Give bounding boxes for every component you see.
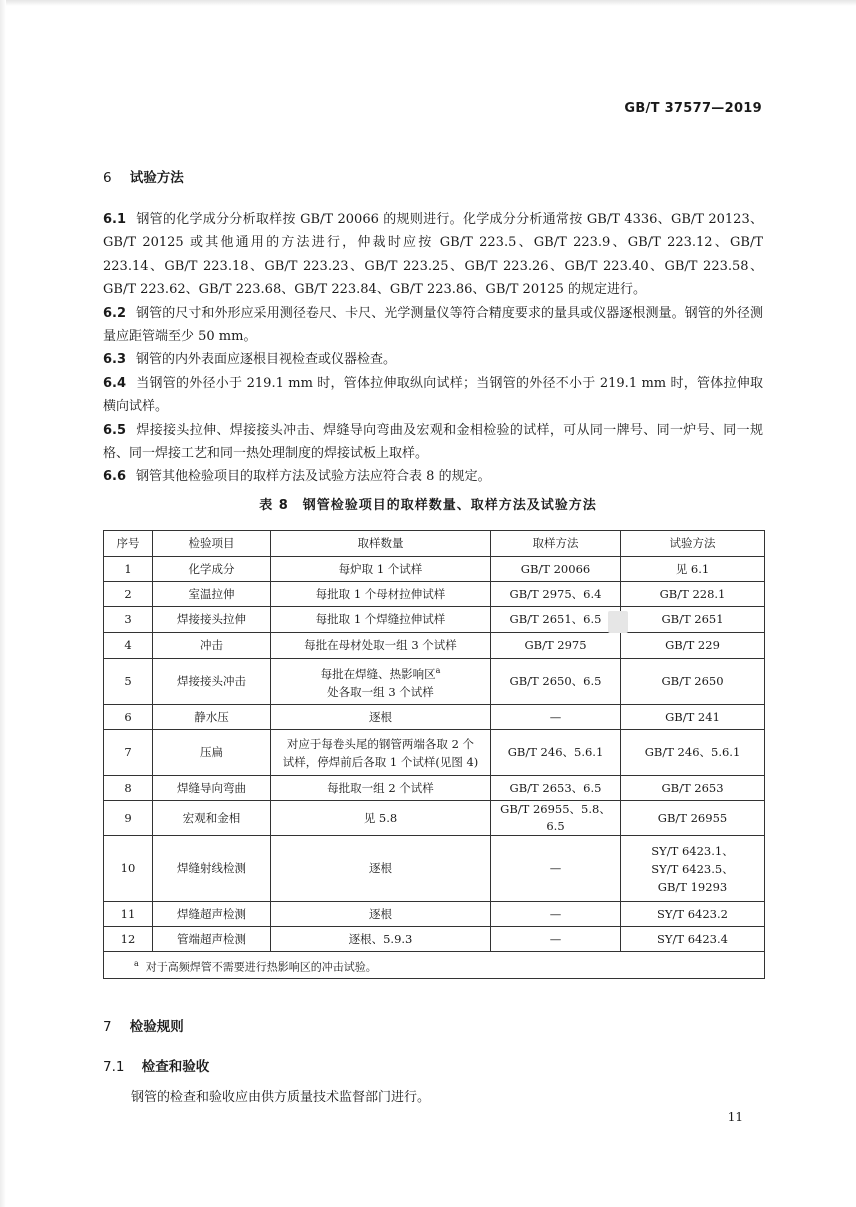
section-6-body	[103, 208, 763, 489]
section-number: 6	[103, 170, 112, 186]
section-7-1-body: 钢管的检查和验收应由供方质量技术监督部门进行。	[131, 1090, 431, 1105]
table-row: 10 焊缝射线检测 逐根 — SY/T 6423.1、 SY/T 6423.5、 GB/T 19293	[104, 836, 765, 902]
col-header-sampling: 取样方法	[491, 531, 621, 557]
col-header-item: 检验项目	[153, 531, 271, 557]
section-title: 试验方法	[129, 170, 184, 186]
paragraph-6-4: 6.4 当钢管的外径小于 219.1 mm 时，管体拉伸取纵向试样；当钢管的外径不小于 219.1 mm 时，管体拉伸取横向试样。	[103, 375, 763, 415]
section-heading-7	[103, 1015, 184, 1035]
table-row: 2 室温拉伸 每批取 1 个母材拉伸试样 GB/T 2975、6.4 GB/T 228.1	[104, 582, 765, 607]
col-header-quantity: 取样数量	[271, 531, 491, 557]
paragraph-6-2: 6.2 钢管的尺寸和外形应采用测径卷尺、卡尺、光学测量仪等符合精度要求的量具或仪器逐根测量。钢管的外径测量应距管端至少 50 mm。	[103, 305, 763, 345]
table-title: 表 8 钢管检验项目的取样数量、取样方法及试验方法	[259, 498, 597, 513]
footnote-marker: a	[134, 958, 139, 968]
table-row: 6 静水压 逐根 — GB/T 241	[104, 705, 765, 730]
section-heading-6	[103, 166, 184, 186]
section-number: 7.1	[103, 1059, 125, 1075]
inspection-table	[103, 530, 765, 979]
table-row: 7 压扁 对应于每卷头尾的钢管两端各取 2 个 试样，停焊前后各取 1 个试样(见图 4) GB/T 246、5.6.1 GB/T 246、5.6.1	[104, 730, 765, 776]
table-row: 12 管端超声检测 逐根、5.9.3 — SY/T 6423.4	[104, 927, 765, 952]
paragraph-6-3: 6.3 钢管的内外表面应逐根目视检查或仪器检查。	[103, 352, 397, 368]
section-title: 检查和验收	[141, 1059, 210, 1075]
table-row: 4 冲击 每批在母材处取一组 3 个试样 GB/T 2975 GB/T 229	[104, 633, 765, 659]
page-edge-shadow-left	[0, 0, 6, 1207]
col-header-no: 序号	[104, 531, 153, 557]
table-row: 11 焊缝超声检测 逐根 — SY/T 6423.2	[104, 902, 765, 927]
paragraph-6-5: 6.5 焊接接头拉伸、焊接接头冲击、焊缝导向弯曲及宏观和金相检验的试样，可从同一牌号、同一炉号、同一规格、同一焊接工艺和同一热处理制度的焊接试板上取样。	[103, 422, 763, 462]
col-header-method: 试验方法	[621, 531, 765, 557]
page-number: 11	[727, 1110, 743, 1124]
table-header-row	[104, 531, 765, 557]
footnote-marker: a	[435, 666, 441, 676]
paragraph-6-6: 6.6 钢管其他检验项目的取样方法及试验方法应符合表 8 的规定。	[103, 469, 491, 485]
page-edge-shadow	[0, 0, 856, 6]
section-heading-7-1	[103, 1055, 209, 1075]
table-footnote-row	[104, 952, 765, 979]
table-row: 9 宏观和金相 见 5.8 GB/T 26955、5.8、6.5 GB/T 26955	[104, 801, 765, 836]
scan-artifact	[608, 611, 628, 633]
paragraph-6-1: 6.1 钢管的化学成分分析取样按 GB/T 20066 的规则进行。化学成分分析通常按 GB/T 4336、GB/T 20123、GB/T 20125 或其他通用的方法进行，仲裁时应按 GB/T 223.5、GB/T 223.9、GB/T 223.12、GB/T 223.14、GB/T 223.18、GB/T 223.23、GB/T 223.25、GB/T 223.26、GB/T 223.40、GB/T 223.58、GB/T 223.62、GB/T 223.68、GB/T 223.84、GB/T 223.86、GB/T 20125 的规定进行。	[103, 212, 763, 298]
table-row: 5 焊接接头冲击 每批在焊缝、热影响区$^a$ 处各取一组 3 个试样 GB/T 2650、6.5 GB/T 2650	[104, 659, 765, 705]
section-title: 检验规则	[129, 1019, 184, 1035]
table-row: 1 化学成分 每炉取 1 个试样 GB/T 20066 见 6.1	[104, 557, 765, 582]
section-number: 7	[103, 1019, 112, 1035]
table-row: 3 焊接接头拉伸 每批取 1 个焊缝拉伸试样 GB/T 2651、6.5 GB/T 2651	[104, 607, 765, 633]
table-row: 8 焊缝导向弯曲 每批取一组 2 个试样 GB/T 2653、6.5 GB/T 2653	[104, 776, 765, 801]
standard-number: GB/T 37577—2019	[624, 101, 762, 116]
table-footnote: 对于高频焊管不需要进行热影响区的冲击试验。	[145, 960, 377, 974]
